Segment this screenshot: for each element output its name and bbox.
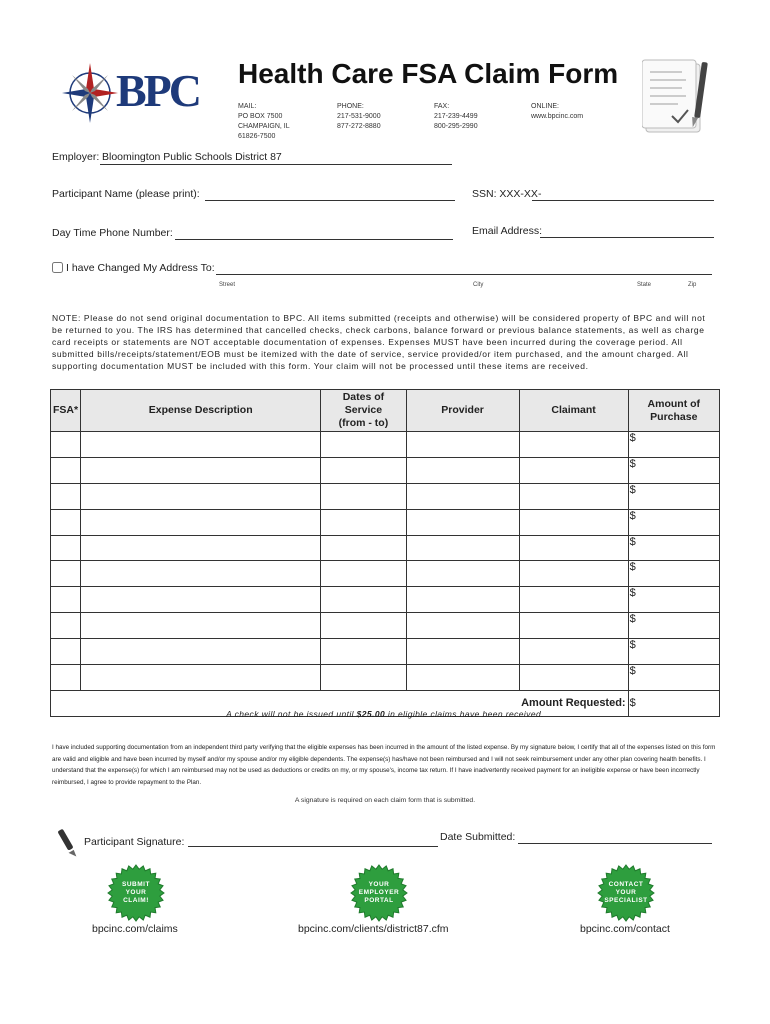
table-row — [51, 432, 720, 458]
dates-cell[interactable] — [321, 509, 406, 535]
description-cell[interactable] — [81, 613, 321, 639]
website-link[interactable]: www.bpcinc.com — [531, 113, 584, 120]
amount-requested-label: Amount Requested: — [51, 690, 629, 716]
amount-cell[interactable]: $ — [628, 639, 719, 665]
submit-claim-badge[interactable]: SUBMIT YOUR CLAIM! — [107, 864, 165, 922]
zip-sublabel: Zip — [688, 282, 697, 288]
bpc-logo — [60, 58, 200, 128]
dates-cell[interactable] — [321, 587, 406, 613]
participant-name-label: Participant Name (please print): — [52, 188, 200, 200]
form-title: Health Care FSA Claim Form — [238, 58, 619, 89]
contact-phone: PHONE: 217-531-9000 877-272-8880 — [337, 103, 381, 130]
amount-requested-field[interactable]: $ — [628, 690, 719, 716]
description-cell[interactable] — [81, 665, 321, 691]
fsa-cell[interactable] — [51, 665, 81, 691]
amount-cell[interactable]: $ — [628, 561, 719, 587]
claimant-cell[interactable] — [519, 432, 628, 458]
claimant-cell[interactable] — [519, 613, 628, 639]
email-field[interactable] — [540, 237, 714, 238]
claimant-cell[interactable] — [519, 561, 628, 587]
compass-rose-icon — [60, 58, 120, 128]
provider-cell[interactable] — [406, 509, 519, 535]
contact-link[interactable]: bpcinc.com/contact — [580, 923, 670, 935]
employer-value: Bloomington Public Schools District 87 — [102, 151, 282, 163]
participant-name-field[interactable] — [205, 200, 455, 201]
claimant-cell[interactable] — [519, 535, 628, 561]
signature-field[interactable] — [188, 846, 438, 847]
employer-portal-badge[interactable]: YOUR EMPLOYER PORTAL — [350, 864, 408, 922]
ssn-field[interactable] — [532, 200, 714, 201]
provider-cell[interactable] — [406, 587, 519, 613]
fsa-cell[interactable] — [51, 587, 81, 613]
dates-cell[interactable] — [321, 665, 406, 691]
fsa-cell[interactable] — [51, 613, 81, 639]
claimant-cell[interactable] — [519, 665, 628, 691]
employer-label: Employer: — [52, 151, 100, 163]
document-pen-icon — [642, 58, 712, 138]
table-row — [51, 639, 720, 665]
amount-cell[interactable]: $ — [628, 665, 719, 691]
claims-link[interactable]: bpcinc.com/claims — [92, 923, 178, 935]
address-changed-checkbox[interactable] — [52, 262, 63, 273]
claimant-cell[interactable] — [519, 457, 628, 483]
table-row — [51, 665, 720, 691]
amount-cell[interactable]: $ — [628, 432, 719, 458]
provider-cell[interactable] — [406, 639, 519, 665]
city-sublabel: City — [473, 282, 484, 288]
signature-required-note: A signature is required on each claim form that is submitted. — [294, 797, 476, 804]
col-header-amount: Amount of Purchase — [628, 390, 719, 432]
description-cell[interactable] — [81, 457, 321, 483]
claimant-cell[interactable] — [519, 639, 628, 665]
phone-field[interactable] — [175, 239, 453, 240]
expense-table — [50, 389, 720, 717]
amount-cell[interactable]: $ — [628, 587, 719, 613]
amount-cell[interactable]: $ — [628, 457, 719, 483]
provider-cell[interactable] — [406, 432, 519, 458]
amount-cell[interactable]: $ — [628, 483, 719, 509]
description-cell[interactable] — [81, 535, 321, 561]
col-header-fsa: FSA* — [51, 390, 81, 432]
logo-text: BPC — [116, 65, 199, 116]
description-cell[interactable] — [81, 509, 321, 535]
pen-icon — [56, 828, 80, 865]
description-cell[interactable] — [81, 561, 321, 587]
fsa-cell[interactable] — [51, 457, 81, 483]
dates-cell[interactable] — [321, 457, 406, 483]
phone-label: Day Time Phone Number: — [52, 227, 173, 239]
table-row — [51, 457, 720, 483]
fsa-cell[interactable] — [51, 561, 81, 587]
amount-cell[interactable]: $ — [628, 613, 719, 639]
table-header-row — [51, 390, 720, 432]
table-row — [51, 587, 720, 613]
minimum-check-note: A check will not be issued until $25.00 in eligible claims have been received. — [226, 709, 544, 719]
documentation-note: NOTE: Please do not send original documentation to BPC. All items submitted (receipts and otherwise) will be considered property of BPC and will not be returned to you. The IRS has determined that cancelled checks, check carbons, balance forward or previous balance statements, as well as charge card receipts or statements are NOT acceptable documentation of expenses. Expenses MUST have been incurred during the coverage period. All submitted bills/receipts/statement/EOB must be itemized with the date of service, service provided/or item purchased, and the amount charged. All supporting documentation MUST be included with this form. Your claim will not be processed until these items are received. — [52, 313, 706, 371]
employer-field[interactable] — [100, 164, 452, 165]
col-header-dates: Dates of Service (from - to) — [321, 390, 406, 432]
amount-cell[interactable]: $ — [628, 535, 719, 561]
address-field[interactable] — [216, 274, 712, 275]
description-cell[interactable] — [81, 639, 321, 665]
description-cell[interactable] — [81, 483, 321, 509]
col-header-provider: Provider — [406, 390, 519, 432]
address-changed-label: I have Changed My Address To: — [66, 262, 215, 274]
provider-cell[interactable] — [406, 457, 519, 483]
amount-cell[interactable]: $ — [628, 509, 719, 535]
fsa-cell[interactable] — [51, 483, 81, 509]
date-submitted-field[interactable] — [518, 843, 712, 844]
fsa-cell[interactable] — [51, 432, 81, 458]
table-row — [51, 483, 720, 509]
fsa-cell[interactable] — [51, 535, 81, 561]
provider-cell[interactable] — [406, 665, 519, 691]
provider-cell[interactable] — [406, 483, 519, 509]
dates-cell[interactable] — [321, 639, 406, 665]
description-cell[interactable] — [81, 432, 321, 458]
dates-cell[interactable] — [321, 483, 406, 509]
fsa-cell[interactable] — [51, 639, 81, 665]
col-header-claimant: Claimant — [519, 390, 628, 432]
participant-signature-label: Participant Signature: — [84, 836, 185, 848]
claimant-cell[interactable] — [519, 587, 628, 613]
ssn-label: SSN: XXX-XX- — [472, 188, 542, 200]
table-row — [51, 561, 720, 587]
table-row — [51, 535, 720, 561]
contact-online: ONLINE: www.bpcinc.com — [531, 103, 584, 120]
dates-cell[interactable] — [321, 535, 406, 561]
employer-portal-link[interactable]: bpcinc.com/clients/district87.cfm — [298, 923, 449, 935]
dates-cell[interactable] — [321, 561, 406, 587]
fsa-cell[interactable] — [51, 509, 81, 535]
dates-cell[interactable] — [321, 613, 406, 639]
table-row — [51, 509, 720, 535]
state-sublabel: State — [637, 282, 652, 288]
date-submitted-label: Date Submitted: — [440, 831, 516, 843]
col-header-description: Expense Description — [81, 390, 321, 432]
contact-mail: MAIL: PO BOX 7500 CHAMPAIGN, IL 61826-7500 — [238, 103, 290, 140]
claimant-cell[interactable] — [519, 509, 628, 535]
street-sublabel: Street — [219, 282, 236, 288]
provider-cell[interactable] — [406, 535, 519, 561]
certification-text: I have included supporting documentation from an independent third party verifying that the eligible expenses has been incurred in the amount of the listed expense. By my signature below, I certify that all of the expenses listed on this form are valid and eligible and have been incurred by myself and/or my spouse and/or my eligible dependents. The expense(s) has/have not been reimbursed and I will not seek reimbursement under any other plan covering health benefits. I understand that the expense(s) for which I am reimbursed may not be used as deductions or credits on my, or my spouse's, income tax return. If I have inadvertently received payment for an ineligible expense or have been incorrectly reimbursed, I agree to provide repayment to the Plan. — [52, 744, 716, 786]
dates-cell[interactable] — [321, 432, 406, 458]
claimant-cell[interactable] — [519, 483, 628, 509]
provider-cell[interactable] — [406, 561, 519, 587]
provider-cell[interactable] — [406, 613, 519, 639]
contact-specialist-badge[interactable]: CONTACT YOUR SPECIALIST — [597, 864, 655, 922]
table-row — [51, 613, 720, 639]
email-label: Email Address: — [472, 225, 543, 237]
contact-fax: FAX: 217-239-4499 800-295-2990 — [434, 103, 478, 130]
description-cell[interactable] — [81, 587, 321, 613]
